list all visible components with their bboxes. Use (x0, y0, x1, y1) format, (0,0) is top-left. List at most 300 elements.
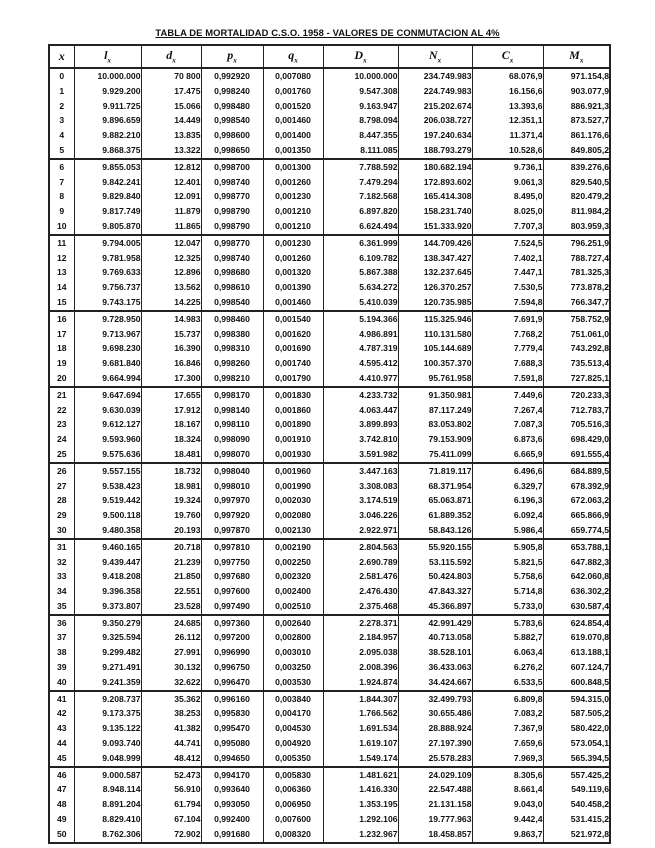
column-header (543, 45, 610, 68)
table-cell: 0 (49, 68, 74, 84)
table-cell: 3.742.810 (323, 432, 398, 447)
table-cell: 0,002250 (263, 555, 323, 570)
column-header (472, 45, 543, 68)
table-cell: 5.821,5 (472, 555, 543, 570)
table-cell: 67.104 (141, 812, 201, 827)
table-cell: 0,998540 (201, 295, 263, 311)
table-cell: 751.061,0 (543, 327, 610, 342)
table-cell: 2.690.789 (323, 555, 398, 570)
table-cell: 0,998090 (201, 432, 263, 447)
table-cell: 0,993050 (201, 797, 263, 812)
table-row (49, 645, 610, 660)
table-cell: 0,997490 (201, 599, 263, 615)
table-cell: 38.528.101 (398, 645, 472, 660)
table-cell: 7.768,2 (472, 327, 543, 342)
column-header-subscript: x (294, 56, 298, 65)
table-row (49, 128, 610, 143)
table-cell: 172.893.602 (398, 175, 472, 190)
table-cell: 600.848,5 (543, 675, 610, 691)
table-cell: 144.709.426 (398, 235, 472, 251)
table-cell: 9.173.375 (74, 706, 141, 721)
table-cell: 531.415,2 (543, 812, 610, 827)
table-cell: 22.547.488 (398, 782, 472, 797)
table-cell: 3.447.163 (323, 463, 398, 479)
table-cell: 10.000.000 (74, 68, 141, 84)
table-cell: 0,001460 (263, 113, 323, 128)
table-cell: 29 (49, 508, 74, 523)
table-cell: 849.805,2 (543, 143, 610, 159)
table-cell: 0,001860 (263, 403, 323, 418)
table-row (49, 417, 610, 432)
table-cell: 766.347,7 (543, 295, 610, 311)
table-cell: 735.513,4 (543, 356, 610, 371)
table-row (49, 493, 610, 508)
table-cell: 0,001620 (263, 327, 323, 342)
table-cell: 18.324 (141, 432, 201, 447)
table-cell: 7.969,3 (472, 751, 543, 767)
table-cell: 30.655.486 (398, 706, 472, 721)
table-cell: 6.361.999 (323, 235, 398, 251)
table-cell: 565.394,5 (543, 751, 610, 767)
table-cell: 0,003530 (263, 675, 323, 691)
table-cell: 580.422,0 (543, 721, 610, 736)
table-cell: 41 (49, 691, 74, 707)
table-cell: 5.783,6 (472, 615, 543, 631)
table-cell: 14.225 (141, 295, 201, 311)
table-cell: 5.905,8 (472, 539, 543, 555)
table-cell: 28 (49, 493, 74, 508)
table-cell: 7.447,1 (472, 265, 543, 280)
header-row (49, 45, 610, 68)
table-cell: 17.300 (141, 371, 201, 387)
table-cell: 557.425,2 (543, 767, 610, 783)
table-cell: 6.809,8 (472, 691, 543, 707)
table-cell: 8.661,4 (472, 782, 543, 797)
table-cell: 0,002800 (263, 630, 323, 645)
column-header-subscript: x (172, 56, 176, 65)
table-cell: 17 (49, 327, 74, 342)
table-cell: 1.844.307 (323, 691, 398, 707)
table-cell: 1.481.621 (323, 767, 398, 783)
table-cell: 20.193 (141, 523, 201, 539)
table-row (49, 706, 610, 721)
table-cell: 34.424.667 (398, 675, 472, 691)
table-cell: 8 (49, 189, 74, 204)
table-cell: 7.779,4 (472, 341, 543, 356)
table-cell: 12.351,1 (472, 113, 543, 128)
table-cell: 7.591,8 (472, 371, 543, 387)
table-row (49, 175, 610, 190)
table-cell: 9.612.127 (74, 417, 141, 432)
table-cell: 13 (49, 265, 74, 280)
table-row (49, 599, 610, 615)
table-cell: 26.112 (141, 630, 201, 645)
table-cell: 7.083,2 (472, 706, 543, 721)
table-cell: 796.251,9 (543, 235, 610, 251)
table-cell: 3.899.893 (323, 417, 398, 432)
table-cell: 9.855.053 (74, 159, 141, 175)
table-cell: 9.575.636 (74, 447, 141, 463)
table-cell: 0,008320 (263, 827, 323, 843)
table-row (49, 159, 610, 175)
table-cell: 6.092,4 (472, 508, 543, 523)
table-cell: 0,997920 (201, 508, 263, 523)
table-cell: 0,001520 (263, 99, 323, 114)
table-cell: 87.117.249 (398, 403, 472, 418)
column-header (74, 45, 141, 68)
table-cell: 36 (49, 615, 74, 631)
table-cell: 24 (49, 432, 74, 447)
table-cell: 12 (49, 251, 74, 266)
table-cell: 6.624.494 (323, 219, 398, 235)
table-cell: 0,002400 (263, 584, 323, 599)
table-cell: 0,992400 (201, 812, 263, 827)
table-cell: 6.109.782 (323, 251, 398, 266)
table-cell: 5.867.388 (323, 265, 398, 280)
table-cell: 9.061,3 (472, 175, 543, 190)
table-cell: 19.324 (141, 493, 201, 508)
table-cell: 19 (49, 356, 74, 371)
table-cell: 35.362 (141, 691, 201, 707)
table-cell: 7.594,8 (472, 295, 543, 311)
table-cell: 9.713.967 (74, 327, 141, 342)
table-cell: 12.896 (141, 265, 201, 280)
table-cell: 24.685 (141, 615, 201, 631)
table-cell: 28.888.924 (398, 721, 472, 736)
table-row (49, 584, 610, 599)
column-header-symbol: q (288, 48, 295, 63)
table-cell: 11.865 (141, 219, 201, 235)
table-cell: 0,002080 (263, 508, 323, 523)
table-cell: 16.846 (141, 356, 201, 371)
table-cell: 24.029.109 (398, 767, 472, 783)
table-cell: 9.781.958 (74, 251, 141, 266)
column-header (323, 45, 398, 68)
table-header (49, 45, 610, 68)
table-cell: 0,998790 (201, 204, 263, 219)
table-cell: 18.732 (141, 463, 201, 479)
table-cell: 15 (49, 295, 74, 311)
table-cell: 9.736,1 (472, 159, 543, 175)
table-cell: 9.743.175 (74, 295, 141, 311)
table-row (49, 615, 610, 631)
table-cell: 14 (49, 280, 74, 295)
table-cell: 12.091 (141, 189, 201, 204)
table-row (49, 387, 610, 403)
table-cell: 613.188,1 (543, 645, 610, 660)
column-header-subscript: x (363, 56, 367, 65)
table-cell: 42.991.429 (398, 615, 472, 631)
table-row (49, 721, 610, 736)
table-cell: 7.087,3 (472, 417, 543, 432)
table-row (49, 827, 610, 843)
table-cell: 0,998140 (201, 403, 263, 418)
column-header-symbol: D (354, 48, 364, 63)
table-cell: 659.774,5 (543, 523, 610, 539)
table-row (49, 189, 610, 204)
table-cell: 15.066 (141, 99, 201, 114)
table-cell: 1.691.534 (323, 721, 398, 736)
table-cell: 0,998790 (201, 219, 263, 235)
table-cell: 9.630.039 (74, 403, 141, 418)
table-cell: 30 (49, 523, 74, 539)
table-cell: 5.714,8 (472, 584, 543, 599)
table-cell: 9.500.118 (74, 508, 141, 523)
table-cell: 27.197.390 (398, 736, 472, 751)
table-cell: 9.418.208 (74, 569, 141, 584)
table-cell: 540.458,2 (543, 797, 610, 812)
table-cell: 22.551 (141, 584, 201, 599)
column-header (398, 45, 472, 68)
table-cell: 58.843.126 (398, 523, 472, 539)
table-cell: 83.053.802 (398, 417, 472, 432)
table-cell: 0,998680 (201, 265, 263, 280)
table-cell: 44.741 (141, 736, 201, 751)
table-cell: 4 (49, 128, 74, 143)
table-cell: 180.682.194 (398, 159, 472, 175)
table-cell: 691.555,4 (543, 447, 610, 463)
table-cell: 115.325.946 (398, 311, 472, 327)
table-row (49, 295, 610, 311)
table-cell: 0,994650 (201, 751, 263, 767)
table-row (49, 523, 610, 539)
table-cell: 4.233.732 (323, 387, 398, 403)
table-cell: 2.278.371 (323, 615, 398, 631)
table-cell: 9.373.807 (74, 599, 141, 615)
table-cell: 9.208.737 (74, 691, 141, 707)
table-cell: 9.842.241 (74, 175, 141, 190)
table-cell: 32.499.793 (398, 691, 472, 707)
table-cell: 16 (49, 311, 74, 327)
column-header (201, 45, 263, 68)
table-cell: 0,001990 (263, 479, 323, 494)
table-cell: 0,998380 (201, 327, 263, 342)
table-cell: 100.357.370 (398, 356, 472, 371)
table-row (49, 675, 610, 691)
table-cell: 0,005830 (263, 767, 323, 783)
column-header-subscript: x (509, 56, 514, 65)
table-cell: 0,001210 (263, 204, 323, 219)
table-cell: 23 (49, 417, 74, 432)
table-cell: 8.305,6 (472, 767, 543, 783)
table-cell: 1.549.174 (323, 751, 398, 767)
table-cell: 9.093.740 (74, 736, 141, 751)
table-cell: 12.401 (141, 175, 201, 190)
table-cell: 678.392,9 (543, 479, 610, 494)
table-cell: 19.777.963 (398, 812, 472, 827)
table-cell: 9.442,4 (472, 812, 543, 827)
table-cell: 21.239 (141, 555, 201, 570)
table-cell: 0,996470 (201, 675, 263, 691)
table-cell: 3.591.982 (323, 447, 398, 463)
table-cell: 9.299.482 (74, 645, 141, 660)
table-cell: 0,006950 (263, 797, 323, 812)
table-cell: 9.882.210 (74, 128, 141, 143)
table-cell: 72.902 (141, 827, 201, 843)
table-cell: 9.350.279 (74, 615, 141, 631)
table-cell: 0,001260 (263, 175, 323, 190)
table-cell: 2.581.476 (323, 569, 398, 584)
table-cell: 56.910 (141, 782, 201, 797)
table-cell: 23.528 (141, 599, 201, 615)
table-cell: 47 (49, 782, 74, 797)
table-cell: 1.292.106 (323, 812, 398, 827)
table-cell: 727.825,1 (543, 371, 610, 387)
table-cell: 9.241.359 (74, 675, 141, 691)
table-cell: 7.530,5 (472, 280, 543, 295)
table-row (49, 767, 610, 783)
table-cell: 13.322 (141, 143, 201, 159)
table-cell: 22 (49, 403, 74, 418)
table-cell: 0,003250 (263, 660, 323, 675)
table-row (49, 447, 610, 463)
table-cell: 0,001930 (263, 447, 323, 463)
table-row (49, 782, 610, 797)
table-cell: 5 (49, 143, 74, 159)
table-cell: 9.538.423 (74, 479, 141, 494)
table-cell: 0,001350 (263, 143, 323, 159)
table-row (49, 204, 610, 219)
table-title: TABLA DE MORTALIDAD C.S.O. 1958 - VALORES DE CONMUTACION AL 4% (155, 27, 500, 38)
table-cell: 0,006360 (263, 782, 323, 797)
table-cell: 9.863,7 (472, 827, 543, 843)
table-cell: 8.891.204 (74, 797, 141, 812)
table-cell: 32.622 (141, 675, 201, 691)
column-header-symbol: x (58, 49, 65, 63)
table-cell: 829.540,5 (543, 175, 610, 190)
table-row (49, 797, 610, 812)
table-cell: 9.728.950 (74, 311, 141, 327)
table-cell: 13.562 (141, 280, 201, 295)
column-header-subscript: x (437, 56, 442, 65)
table-row (49, 99, 610, 114)
table-cell: 9.043,0 (472, 797, 543, 812)
table-cell: 61.889.352 (398, 508, 472, 523)
table-cell: 18.981 (141, 479, 201, 494)
table-cell: 5.758,6 (472, 569, 543, 584)
table-cell: 0,998770 (201, 235, 263, 251)
table-cell: 672.063,2 (543, 493, 610, 508)
table-row (49, 280, 610, 295)
table-cell: 6.496,6 (472, 463, 543, 479)
table-cell: 0,001960 (263, 463, 323, 479)
table-cell: 7.788.592 (323, 159, 398, 175)
table-cell: 6.665,9 (472, 447, 543, 463)
table-cell: 31 (49, 539, 74, 555)
table-cell: 138.347.427 (398, 251, 472, 266)
table-cell: 0,002130 (263, 523, 323, 539)
table-cell: 5.634.272 (323, 280, 398, 295)
table-cell: 35 (49, 599, 74, 615)
table-cell: 9.647.694 (74, 387, 141, 403)
table-row (49, 251, 610, 266)
table-row (49, 371, 610, 387)
table-cell: 0,005350 (263, 751, 323, 767)
table-cell: 0,998070 (201, 447, 263, 463)
table-cell: 594.315,0 (543, 691, 610, 707)
table-cell: 48 (49, 797, 74, 812)
table-cell: 636.302,2 (543, 584, 610, 599)
table-cell: 8.798.094 (323, 113, 398, 128)
column-header-symbol: C (501, 48, 510, 63)
table-cell: 6.063,4 (472, 645, 543, 660)
table-cell: 11.371,4 (472, 128, 543, 143)
table-cell: 165.414.308 (398, 189, 472, 204)
table-cell: 4.595.412 (323, 356, 398, 371)
table-cell: 903.077,9 (543, 84, 610, 99)
table-cell: 21.131.158 (398, 797, 472, 812)
column-header-symbol: N (428, 48, 438, 63)
table-cell: 803.959,3 (543, 219, 610, 235)
table-cell: 30.132 (141, 660, 201, 675)
table-cell: 0,998540 (201, 113, 263, 128)
column-header-subscript: x (579, 56, 584, 65)
table-cell: 18.458.857 (398, 827, 472, 843)
table-cell: 40 (49, 675, 74, 691)
table-cell: 8.447.355 (323, 128, 398, 143)
table-row (49, 68, 610, 84)
table-cell: 8.025,0 (472, 204, 543, 219)
table-cell: 0,002190 (263, 539, 323, 555)
table-cell: 50.424.803 (398, 569, 472, 584)
table-cell: 4.063.447 (323, 403, 398, 418)
table-cell: 5.882,7 (472, 630, 543, 645)
table-cell: 8.948.114 (74, 782, 141, 797)
table-cell: 2.804.563 (323, 539, 398, 555)
table-cell: 0,002510 (263, 599, 323, 615)
table-row (49, 265, 610, 280)
table-row (49, 555, 610, 570)
table-row (49, 327, 610, 342)
table-cell: 25.578.283 (398, 751, 472, 767)
table-cell: 9.805.870 (74, 219, 141, 235)
table-cell: 0,996160 (201, 691, 263, 707)
table-cell: 788.727,4 (543, 251, 610, 266)
table-cell: 5.733,0 (472, 599, 543, 615)
table-cell: 14.983 (141, 311, 201, 327)
table-cell: 7.524,5 (472, 235, 543, 251)
table-cell: 9.681.840 (74, 356, 141, 371)
table-cell: 9.460.165 (74, 539, 141, 555)
table-row (49, 84, 610, 99)
table-cell: 132.237.645 (398, 265, 472, 280)
table-cell: 2.184.957 (323, 630, 398, 645)
table-cell: 0,007080 (263, 68, 323, 84)
table-cell: 0,995080 (201, 736, 263, 751)
table-cell: 25 (49, 447, 74, 463)
table-cell: 521.972,8 (543, 827, 610, 843)
table-cell: 0,998170 (201, 387, 263, 403)
table-cell: 698.429,0 (543, 432, 610, 447)
table-cell: 52.473 (141, 767, 201, 783)
table-cell: 110.131.580 (398, 327, 472, 342)
table-cell: 0,998610 (201, 280, 263, 295)
table-row (49, 432, 610, 447)
table-cell: 9.769.633 (74, 265, 141, 280)
table-cell: 0,004920 (263, 736, 323, 751)
table-cell: 40.713.058 (398, 630, 472, 645)
table-cell: 886.921,3 (543, 99, 610, 114)
table-cell: 7 (49, 175, 74, 190)
table-cell: 8.111.085 (323, 143, 398, 159)
table-cell: 9.896.659 (74, 113, 141, 128)
column-header (49, 45, 74, 68)
table-cell: 17.655 (141, 387, 201, 403)
table-cell: 0,998310 (201, 341, 263, 356)
table-cell: 0,001230 (263, 189, 323, 204)
table-cell: 37 (49, 630, 74, 645)
table-cell: 9.000.587 (74, 767, 141, 783)
